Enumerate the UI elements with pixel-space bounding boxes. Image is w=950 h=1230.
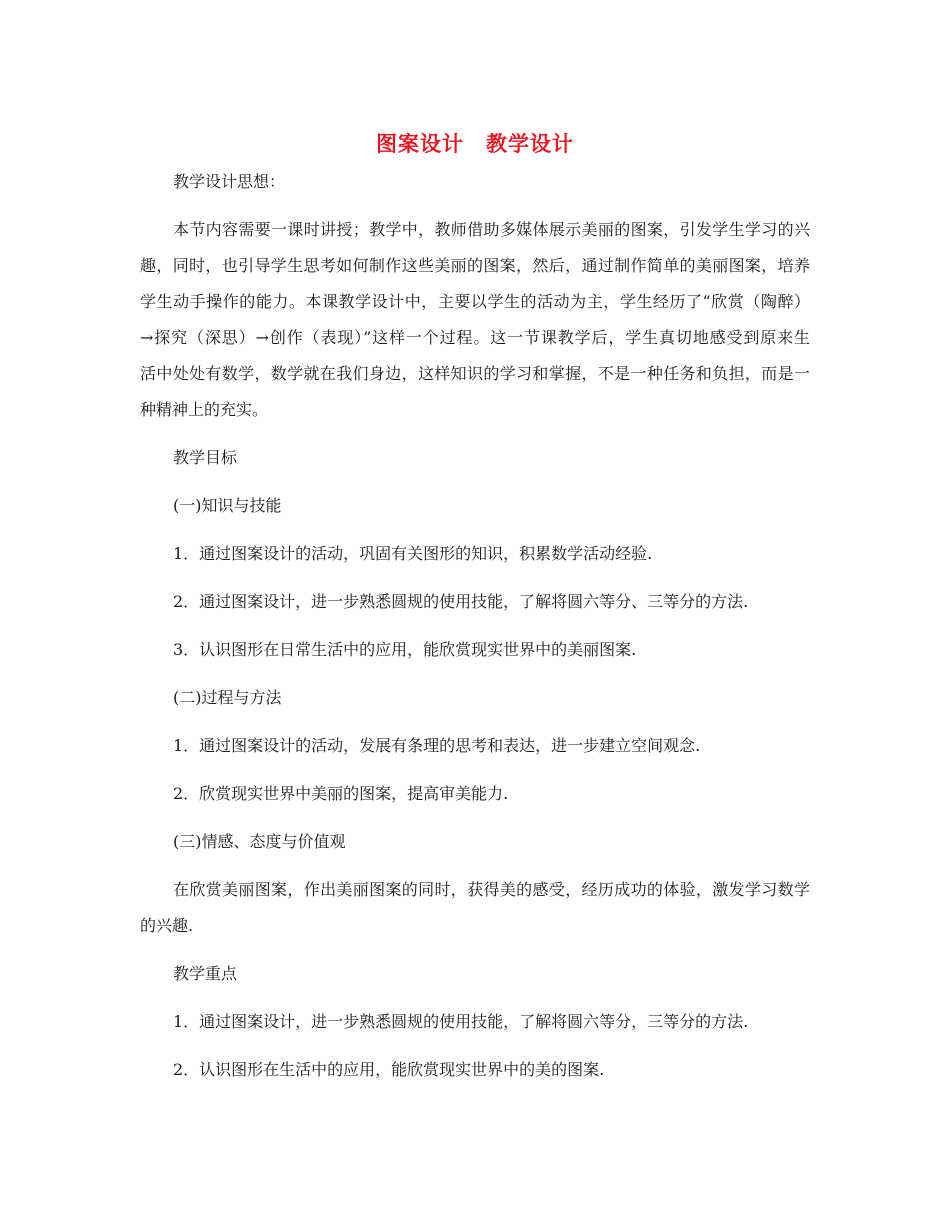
list-item: 2．欣赏现实世界中美丽的图案，提高审美能力. [173, 784, 509, 803]
subsection-heading-process: (二)过程与方法 [173, 688, 282, 707]
paragraph-line: 趣，同时，也引导学生思考如何制作这些美丽的图案，然后，通过制作简单的美丽图案，培养 [140, 256, 810, 275]
paragraph-line: 学生动手操作的能力。本课教学设计中，主要以学生的活动为主，学生经历了“欣赏（陶醉） [140, 292, 810, 311]
list-item: 3．认识图形在日常生活中的应用，能欣赏现实世界中的美丽图案. [173, 640, 637, 659]
paragraph-line: 种精神上的充实。 [140, 400, 269, 419]
section-heading-design-thought: 教学设计思想： [173, 172, 286, 191]
list-item: 1．通过图案设计的活动，巩固有关图形的知识，积累数学活动经验. [173, 544, 653, 563]
list-item: 1．通过图案设计，进一步熟悉圆规的使用技能，了解将圆六等分，三等分的方法. [173, 1012, 749, 1031]
section-heading-objectives: 教学目标 [173, 448, 238, 467]
subsection-heading-emotion: (三)情感、态度与价值观 [173, 832, 346, 851]
document-title: 图案设计 教学设计 [376, 132, 574, 156]
subsection-heading-knowledge: (一)知识与技能 [173, 496, 282, 515]
paragraph-line: 活中处处有数学，数学就在我们身边，这样知识的学习和掌握，不是一种任务和负担，而是一 [140, 364, 810, 383]
paragraph-line: 在欣赏美丽图案，作出美丽图案的同时，获得美的感受，经历成功的体验，激发学习数学 [173, 880, 810, 899]
paragraph-line: →探究（深思）→创作（表现）”这样一个过程。这一节课教学后，学生真切地感受到原来生 [140, 328, 810, 347]
paragraph-line: 本节内容需要一课时讲授；教学中，教师借助多媒体展示美丽的图案，引发学生学习的兴 [173, 220, 810, 239]
list-item: 2．通过图案设计，进一步熟悉圆规的使用技能，了解将圆六等分、三等分的方法. [173, 592, 749, 611]
paragraph-line: 的兴趣. [140, 916, 194, 935]
list-item: 1．通过图案设计的活动，发展有条理的思考和表达，进一步建立空间观念. [173, 736, 701, 755]
section-heading-key-points: 教学重点 [173, 964, 238, 983]
list-item: 2．认识图形在生活中的应用，能欣赏现实世界中的美的图案. [173, 1060, 605, 1079]
